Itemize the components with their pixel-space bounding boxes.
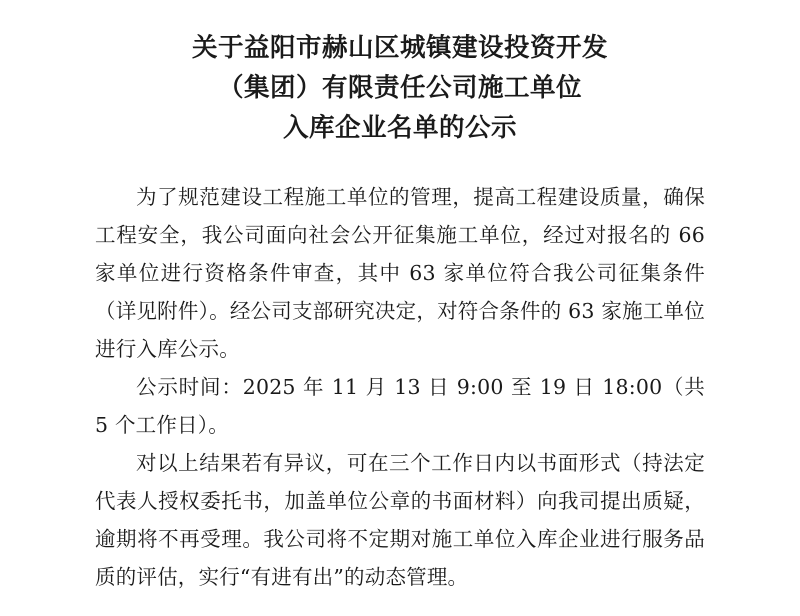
page-title — [95, 18, 705, 148]
paragraph-3: 对以上结果若有异议，可在三个工作日内以书面形式（持法定代表人授权委托书，加盖单位公章的书面材料）向我司提出质疑，逾期将不再受理。我公司将不定期对施工单位入库企业进行服务品质的评估，实行“有进有出”的动态管理。 — [95, 451, 705, 589]
document-body — [95, 178, 705, 596]
title-line-3: 入库企业名单的公示 — [282, 113, 517, 143]
title-line-2: （集团）有限责任公司施工单位 — [217, 73, 582, 103]
title-line-1: 关于益阳市赫山区城镇建设投资开发 — [191, 33, 608, 63]
paragraph-1: 为了规范建设工程施工单位的管理，提高工程建设质量，确保工程安全，我公司面向社会公开征集施工单位，经过对报名的 66 家单位进行资格条件审查，其中 63 家单位符合我公司征集条件（详见附件）。经公司支部研究决定，对符合条件的 63 家施工单位进行入库公示。 — [95, 185, 705, 361]
paragraph-2: 公示时间：2025 年 11 月 13 日 9:00 至 19 日 18:00（共 5 个工作日）。 — [95, 375, 705, 437]
